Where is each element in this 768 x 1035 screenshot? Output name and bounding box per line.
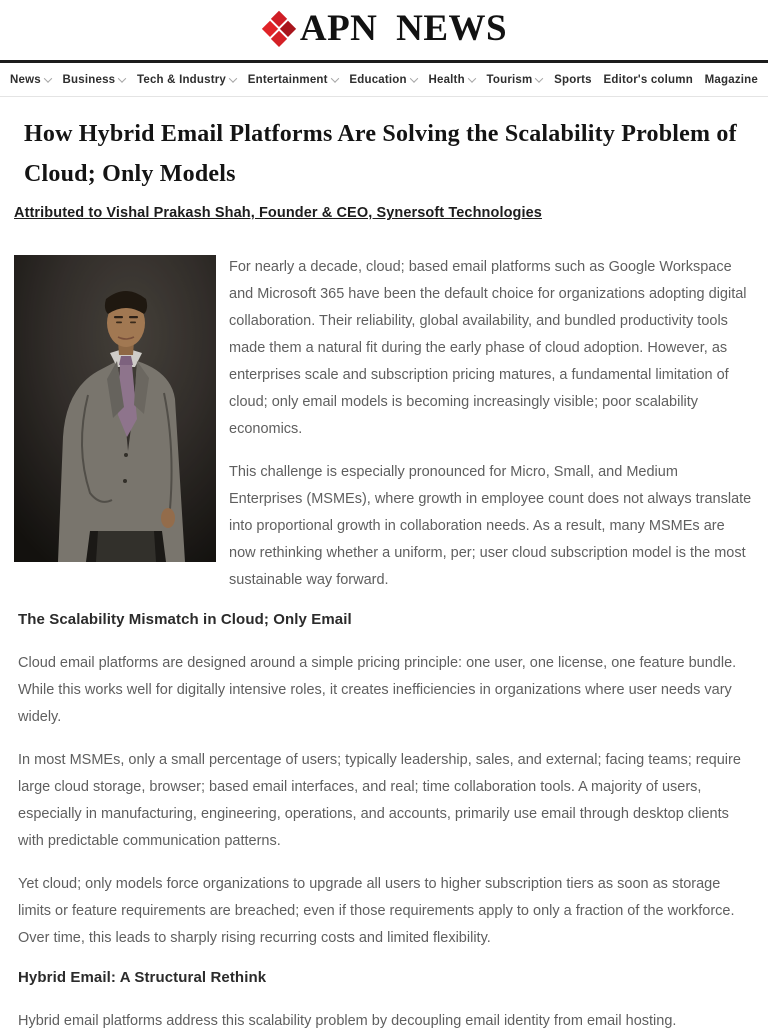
chevron-down-icon [535,74,543,82]
paragraph: For nearly a decade, cloud; based email platforms such as Google Workspace and Microsoft 365 have been the default choice for organizations adopting digital collaboration. Their reliability, global availability, and bundled productivity tools made them a natural fit during the early phase of cloud adoption. However, as enterprises scale and subscription pricing matures, a fundamental limitation of cloud; only email models is becoming increasingly visible; poor scalability economics. [229,259,747,437]
article-byline: Attributed to Vishal Prakash Shah, Founder & CEO, Synersoft Technologies [14,205,542,221]
chevron-down-icon [410,74,418,82]
nav-item-tech-industry[interactable] [137,74,236,86]
article-intro-column [229,254,754,594]
main-nav [0,63,768,97]
nav-item-label: Magazine [704,73,758,86]
site-logo-text: APN NEWS [299,8,508,49]
nav-item-label: Business [62,73,116,86]
nav-item-label: Tech & Industry [136,73,227,86]
article-body [14,254,754,1035]
nav-item-label: Entertainment [247,73,328,86]
paragraph: Yet cloud; only models force organizations to upgrade all users to higher subscription tiers as soon as storage limits or feature requirements are breached; even if those requirements apply to only a fraction of the workforce. Over time, this leads to sharply rising recurring costs and limited flexibility. [18,876,735,946]
section-heading-hybrid: Hybrid Email: A Structural Rethink [18,969,267,986]
nav-item-magazine[interactable] [705,74,758,86]
nav-item-label: Education [349,73,407,86]
nav-item-news[interactable] [10,74,51,86]
chevron-down-icon [229,74,237,82]
nav-item-editors-column[interactable] [603,74,692,86]
site-header [0,0,768,55]
nav-item-sports[interactable] [554,74,592,86]
paragraph: Hybrid email platforms address this scalability problem by decoupling email identity from email hosting. [18,1013,677,1029]
paragraph: Cloud email platforms are designed around a simple pricing principle: one user, one license, one feature bundle. While this works well for digitally intensive roles, it creates inefficiencies in organizations where user needs vary widely. [18,655,737,725]
nav-item-label: Health [428,73,465,86]
site-logo[interactable] [261,7,507,51]
diamond-cluster-icon [261,10,297,50]
chevron-down-icon [468,74,476,82]
article [0,114,768,1035]
chevron-down-icon [330,74,338,82]
nav-item-label: Sports [554,73,592,86]
nav-item-entertainment[interactable] [248,74,338,86]
article-title: How Hybrid Email Platforms Are Solving the Scalability Problem of Cloud; Only Models [24,121,737,187]
paragraph: In most MSMEs, only a small percentage of users; typically leadership, sales, and external; facing teams; require large cloud storage, browser; based email interfaces, and real; time collaboration tools. A majority of users, especially in manufacturing, engineering, operations, and accounts, primarily use email through desktop clients with predictable communication patterns. [18,752,741,849]
nav-item-education[interactable] [349,74,416,86]
nav-item-health[interactable] [428,74,474,86]
article-photo [14,255,216,562]
chevron-down-icon [44,74,52,82]
portrait-man-gray-suit [14,255,216,562]
section-heading-scalability: The Scalability Mismatch in Cloud; Only Email [18,611,352,628]
nav-item-tourism[interactable] [487,74,543,86]
nav-item-business[interactable] [63,74,126,86]
nav-item-label: News [10,73,41,86]
chevron-down-icon [118,74,126,82]
paragraph: This challenge is especially pronounced for Micro, Small, and Medium Enterprises (MSMEs), where growth in employee count does not always translate into proportional growth in collaboration needs. As a result, many MSMEs are now rethinking whether a uniform, per; user cloud subscription model is the most sustainable way forward. [229,464,752,588]
nav-item-label: Tourism [486,73,533,86]
nav-item-label: Editor's column [603,73,693,86]
